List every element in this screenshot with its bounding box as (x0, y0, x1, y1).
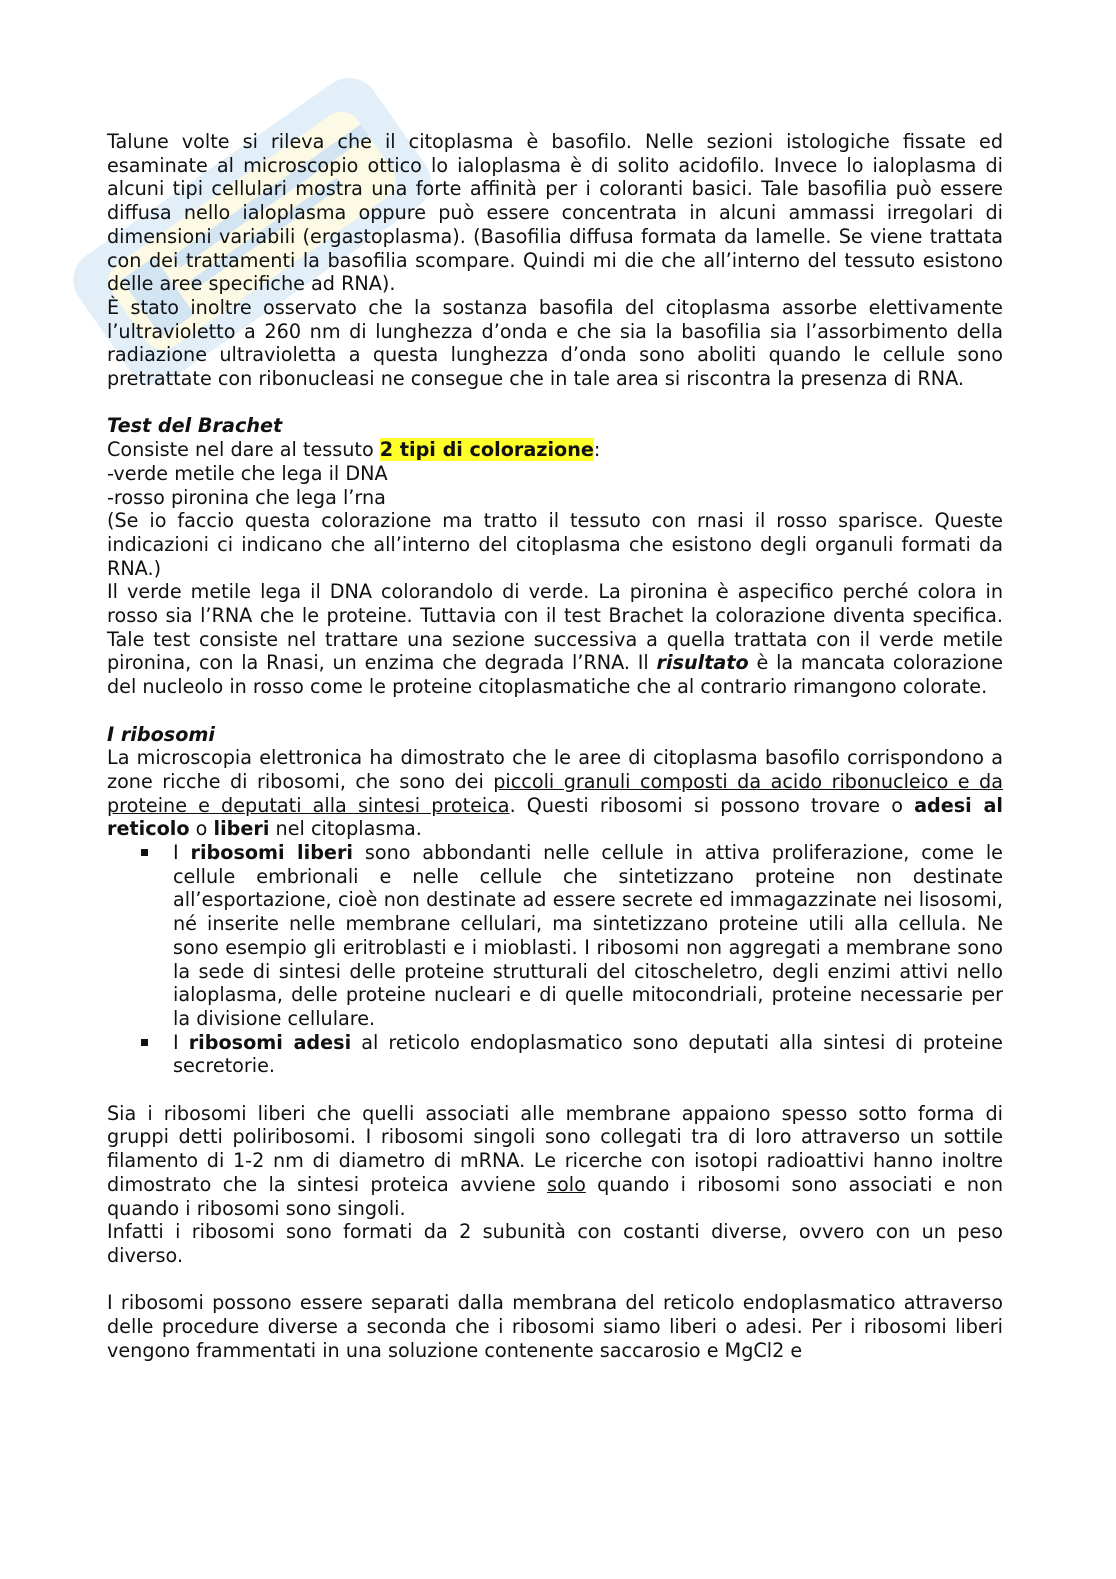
line-verde-metile: -verde metile che lega il DNA (107, 461, 388, 485)
paragraph-poliribosomi: Sia i ribosomi liberi che quelli associati alle membrane appaiono spesso sotto forma di gruppi detti poliribosomi. I ribosomi singoli sono collegati tra di loro attraverso un sottile filamento di 1-2 nm di diametro di mRNA. Le ricerche con isotopi radioattivi hanno inoltre dimostrato che la sintesi proteica avviene solo quando i ribosomi sono associati e non quando i ribosomi sono singoli. (107, 1101, 1003, 1220)
heading-test-brachet: Test del Brachet (107, 414, 283, 438)
bullet-list (107, 841, 1003, 1078)
paragraph-brachet-lead: Consiste nel dare al tessuto 2 tipi di colorazione: (107, 438, 601, 462)
paragraph-brachet-note: (Se io faccio questa colorazione ma tratto il tessuto con rnasi il rosso sparisce. Queste indicazioni ci indicano che all’interno del citoplasma che esistono degli organuli formati da RNA.) (107, 509, 1003, 580)
highlighted-text: 2 tipi di colorazione (379, 438, 594, 462)
paragraph-ribosomi-intro: La microscopia elettronica ha dimostrato che le aree di citoplasma basofilo corrispondono a zone ricche di ribosomi, che sono dei piccoli granuli composti da acido ribonucleico e da proteine e deputati alla sintesi proteica. Questi ribosomi si possono trovare o adesi al reticolo o liberi nel citoplasma. (107, 746, 1003, 841)
list-item: I ribosomi adesi al reticolo endoplasmatico sono deputati alla sintesi di proteine secretorie. (107, 1031, 1003, 1078)
document-page (107, 130, 1003, 1363)
list-item: I ribosomi liberi sono abbondanti nelle cellule in attiva proliferazione, come le cellule embrionali e nelle cellule che sintetizzano proteine non destinate all’esportazione, cioè non destinate ad essere secrete ed immagazzinate nei lisosomi, né inserite nelle membrane cellulari, ma sintetizzano proteine utili alla cellula. Ne sono esempio gli eritroblasti e i mioblasti. I ribosomi non aggregati a membrane sono la sede di sintesi delle proteine strutturali del citoscheletro, degli enzimi attivi nello ialoplasma, delle proteine nucleari e di quelle mitocondriali, proteine necessarie per la divisione cellulare. (107, 841, 1003, 1031)
paragraph-ultravioletto: È stato inoltre osservato che la sostanza basofila del citoplasma assorbe elettivamente l’ultravioletto a 260 nm di lunghezza d’onda e che sia la basofilia sia l’assorbimento della radiazione ultravioletta a questa lunghezza d’onda sono aboliti quando le cellule sono pretrattate con ribonucleasi ne consegue che in tale area si riscontra la presenza di RNA. (107, 295, 1003, 391)
paragraph-brachet-body: Il verde metile lega il DNA colorandolo di verde. La pironina è aspecifico perché colora in rosso sia l’RNA che le proteine. Tuttavia con il test Brachet la colorazione diventa specifica. Tale test consiste nel trattare una sezione successiva a quella trattata con il verde metile pironina, con la Rnasi, un enzima che degrada l’RNA. Il risultato è la mancata colorazione del nucleolo in rosso come le proteine citoplasmatiche che al contrario rimangono colorate. (107, 580, 1004, 699)
paragraph-separazione: I ribosomi possono essere separati dalla membrana del reticolo endoplasmatico attraverso delle procedure diverse a seconda che i ribosomi siamo liberi o adesi. Per i ribosomi liberi vengono frammentati in una soluzione contenente saccarosio e MgCl2 e (107, 1291, 1003, 1362)
underlined-text: solo (547, 1172, 586, 1196)
line-rosso-pironina: -rosso pironina che lega l’rna (107, 485, 386, 509)
paragraph-subunita: Infatti i ribosomi sono formati da 2 subunità con costanti diverse, ovvero con un peso diverso. (107, 1220, 1003, 1267)
heading-ribosomi: I ribosomi (107, 722, 215, 746)
underlined-text: piccoli granuli composti da acido ribonucleico e da proteine e deputati alla sintesi proteica (107, 769, 1003, 817)
paragraph-basofilia: Talune volte si rileva che il citoplasma è basofilo. Nelle sezioni istologiche fissate ed esaminate al microscopio ottico lo ialoplasma è di solito acidofilo. Invece lo ialoplasma di alcuni tipi cellulari mostra una forte affinità per i coloranti basici. Tale basofilia può essere diffusa nello ialoplasma oppure può essere concentrata in alcuni ammassi irregolari di dimensioni variabili (ergastoplasma). (Basofilia diffusa formata da lamelle. Se viene trattata con dei trattamenti la basofilia scompare. Quindi mi die che all’interno del tessuto esistono delle aree specifiche ad RNA). (107, 130, 1003, 296)
